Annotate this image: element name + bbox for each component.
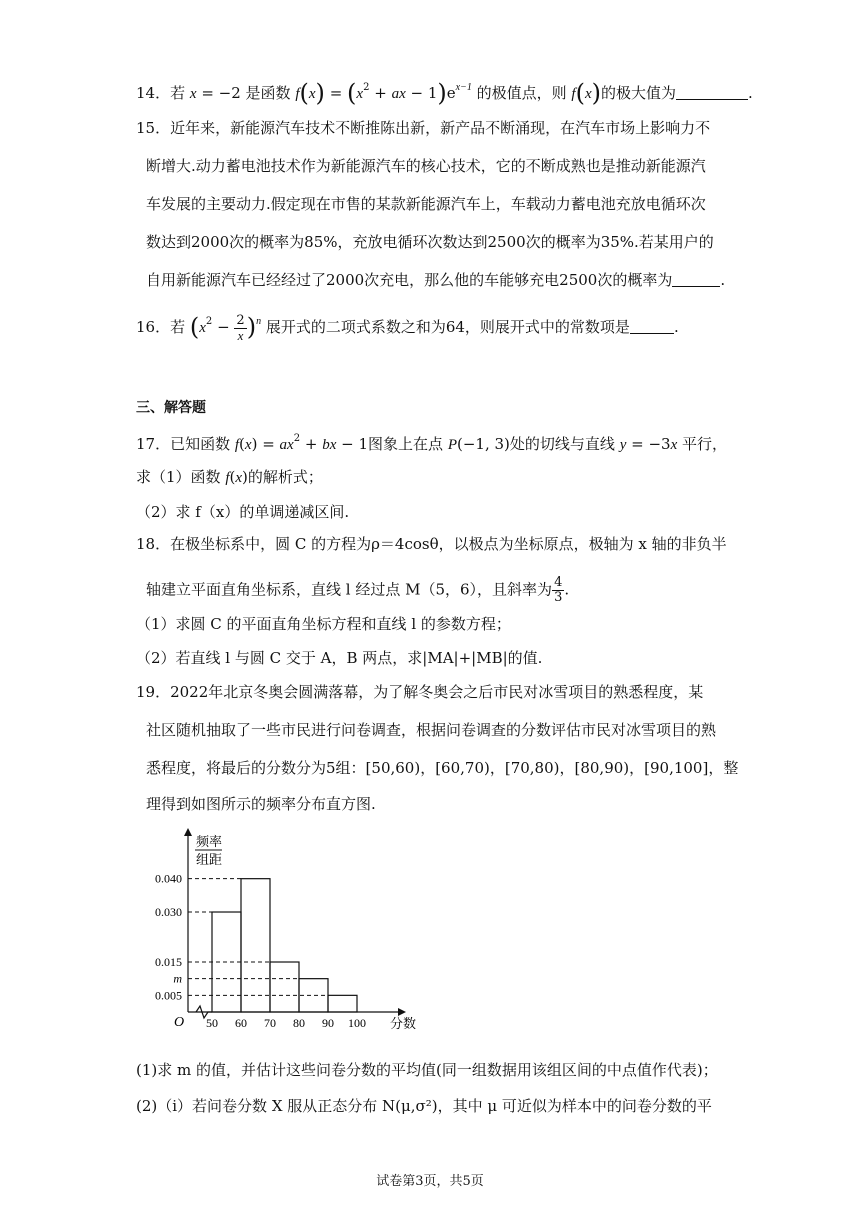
x-tick-label: 50 [206,1016,218,1030]
y-tick-label: 0.030 [155,905,182,920]
x-tick-label: 100 [348,1016,366,1030]
x-tick-label: 60 [235,1016,247,1030]
q14-text: 的极大值为 [601,84,677,102]
q17-text: 17．已知函数 [136,435,231,453]
slope-fraction: $\frac{4}{3}$ [554,575,563,605]
q19-line-4: 理得到如图所示的频率分布直方图. [146,795,376,813]
q14-text: . [748,84,753,102]
answer-blank[interactable] [630,319,674,334]
question-17: 17．已知函数 $f(x) = ax^2$ + bx − 1图象上在点 P(−1, 3)处的切线与直线 y = −3x 平行， [136,433,728,453]
q19-line-1: 19．2022年北京冬奥会圆满落幕，为了解冬奥会之后市民对冰雪项目的熟悉程度，某 [136,683,704,701]
x-tick-label: 90 [322,1016,334,1030]
q17-text: 的解析式； [247,468,323,486]
q18-line-4: （2）若直线 l 与圆 C 交于 A，B 两点，求|MA|+|MB|的值. [136,649,543,667]
page-footer: 试卷第3页，共5页 [376,1174,484,1189]
x-tick-label: 80 [293,1016,305,1030]
y-label-bottom: 组距 [196,853,223,868]
y-tick-label: m [173,971,182,986]
q15-text: 自用新能源汽车已经经过了2000次充电，那么他的车能够充电2500次的概率为 [146,271,673,289]
q18-line-2: 轴建立平面直角坐标系，直线 l 经过点 M（5，6），且斜率为 $\frac{4}{3}$ . [146,575,570,605]
q17-line-3: （2）求 f（x）的单调递减区间. [136,503,350,521]
q14-formula-f: f [295,86,300,102]
q17-text: 处的切线与直线 [509,435,615,453]
x-axis-arrow [398,1008,406,1016]
q17-text: 图象上在点 [368,435,444,453]
q16-text: 16．若 [136,318,186,336]
y-tick-label: 0.005 [155,988,182,1003]
y-tick-label: 0.015 [155,955,182,970]
y-label-top: 频率 [196,835,223,850]
q19-line-2: 社区随机抽取了一些市民进行问卷调查，根据问卷调查的分数评估市民对冰雪项目的熟 [146,721,717,739]
q14-formula-x: x [189,86,197,102]
q17-line-2: 求（1）函数 f(x)的解析式； [136,468,323,486]
q16-text: 展开式的二项式系数之和为64，则展开式中的常数项是 [265,318,630,336]
origin-label: O [174,1015,185,1030]
q16-text: . [673,318,679,336]
y-axis-arrow [184,828,192,836]
x-axis-label: 分数 [390,1017,417,1032]
question-16: 16．若 ($x^2$ − $\frac{2}{x}$ )$^n$ 展开式的二项式系数之和为64，则展开式中的常数项是 . [136,312,679,343]
section-heading: 三、解答题 [136,400,206,416]
q17-text: 平行， [682,435,728,453]
q18-line-1: 18．在极坐标系中，圆 C 的方程为ρ＝4cosθ，以极点为坐标原点，极轴为 x 轴的非负半 [136,535,727,553]
q19-part-2: (2)（i）若问卷分数 X 服从正态分布 N(μ,σ²)，其中 μ 可近似为样本中的问卷分数的平 [136,1097,712,1115]
q19-line-3: 悉程度，将最后的分数分为5组：[50,60)，[60,70)，[70,80)，[80,90)，[90,100]，整 [146,759,739,777]
q14-text: 是函数 [245,84,291,102]
q18-line-3: （1）求圆 C 的平面直角坐标方程和直线 l 的参数方程； [136,615,511,633]
q15-line-4: 数达到2000次的概率为85%，充放电循环次数达到2500次的概率为35%.若某用户的 [146,233,714,251]
y-tick-label: 0.040 [155,871,182,886]
q15-line-2: 断增大.动力蓄电池技术作为新能源汽车的核心技术，它的不断成熟也是推动新能源汽 [146,157,706,175]
x-tick-label: 70 [264,1016,276,1030]
q19-part-1: (1)求 m 的值，并估计这些问卷分数的平均值(同一组数据用该组区间的中点值作代表)； [136,1061,718,1079]
q15-line-3: 车发展的主要动力.假定现在市售的某款新能源汽车上，车载动力蓄电池充放电循环次 [146,195,706,213]
q17-text: 求（1）函数 [136,468,221,486]
frequency-histogram [140,826,420,1041]
answer-blank[interactable] [676,85,748,100]
histogram-bar [270,962,299,1012]
q18-text: 轴建立平面直角坐标系，直线 l 经过点 M（5，6），且斜率为 [146,580,553,599]
fraction: $\frac{2}{x}$ [236,312,245,343]
question-14: 14．若 x = −2 是函数 $f(x) = (x^2$ + ax − $1)e^{x-1}$ 的极值点，则 f(x)的极大值为 . [136,79,753,107]
histogram-bar [328,995,357,1012]
q14-text: 14．若 [136,84,186,102]
answer-blank[interactable] [672,272,720,287]
histogram-bar [241,879,270,1012]
q15-line-1: 15．近年来，新能源汽车技术不断推陈出新，新产品不断涌现，在汽车市场上影响力不 [136,119,711,137]
q14-text: 的极值点，则 [476,84,567,102]
q15-line-5 [146,270,725,290]
q15-text: . [720,271,726,289]
